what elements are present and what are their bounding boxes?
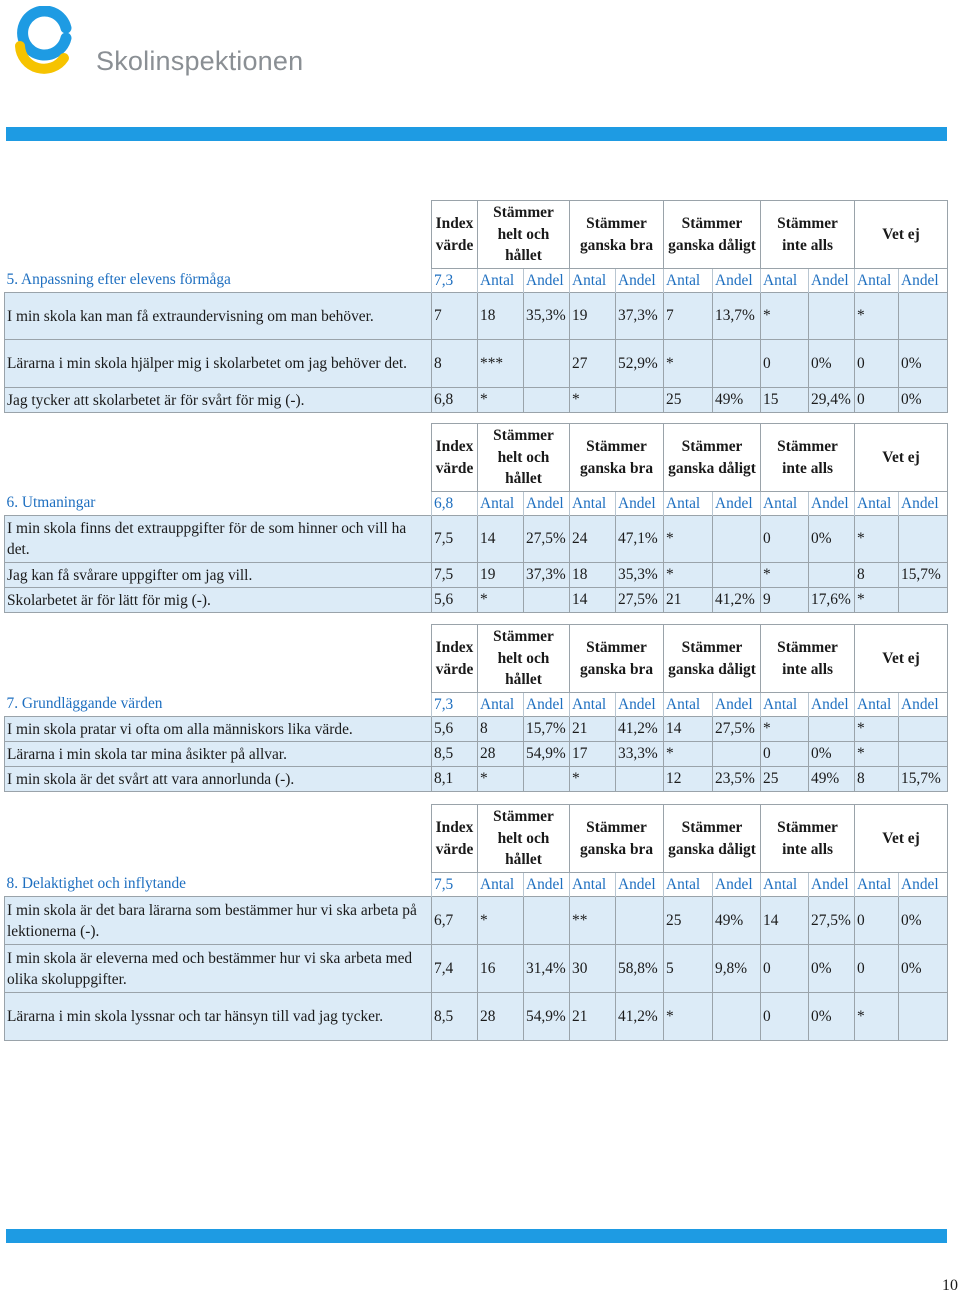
column-header-col2: Stämmer ganska bra	[570, 424, 664, 492]
row-cell: *	[761, 717, 809, 742]
row-cell: 33,3%	[616, 742, 664, 767]
row-cell: 15	[761, 388, 809, 413]
row-cell: 9	[761, 588, 809, 613]
row-cell: 27	[570, 340, 616, 388]
row-cell: 35,3%	[616, 563, 664, 588]
row-cell: 15,7%	[524, 717, 570, 742]
section-table	[4, 804, 948, 1041]
row-cell: 14	[761, 897, 809, 945]
subheader-andel: Andel	[899, 492, 948, 516]
column-header-col2: Stämmer ganska bra	[570, 805, 664, 873]
row-label: Jag kan få svårare uppgifter om jag vill.	[5, 563, 432, 588]
row-cell: 54,9%	[524, 993, 570, 1041]
row-cell: *	[855, 742, 899, 767]
row-cell: 9,8%	[713, 945, 761, 993]
row-index-value: 8,5	[432, 742, 478, 767]
table-row	[5, 717, 948, 742]
row-cell: 17,6%	[809, 588, 855, 613]
row-cell: 0	[761, 742, 809, 767]
skolinspektionen-logo	[14, 6, 314, 76]
column-header-col5: Vet ej	[855, 424, 948, 492]
row-label: Jag tycker att skolarbetet är för svårt för mig (-).	[5, 388, 432, 413]
row-cell: *	[478, 588, 524, 613]
subheader-andel: Andel	[616, 693, 664, 717]
section-table	[4, 423, 948, 613]
row-cell: 12	[664, 767, 713, 792]
row-label: I min skola är eleverna med och bestämmer hur vi ska arbeta med olika skoluppgifter.	[5, 945, 432, 993]
subheader-antal: Antal	[478, 492, 524, 516]
subheader-antal: Antal	[664, 269, 713, 293]
row-cell	[713, 993, 761, 1041]
subheader-andel: Andel	[713, 693, 761, 717]
table-row	[5, 516, 948, 563]
row-cell: 17	[570, 742, 616, 767]
row-cell: 13,7%	[713, 293, 761, 340]
row-cell	[809, 717, 855, 742]
subheader-antal: Antal	[570, 873, 616, 897]
row-label: I min skola är det bara lärarna som bestämmer hur vi ska arbeta på lektionerna (-).	[5, 897, 432, 945]
column-header-col5: Vet ej	[855, 805, 948, 873]
row-cell: 15,7%	[899, 767, 948, 792]
subheader-antal: Antal	[570, 693, 616, 717]
column-header-col1: Stämmer helt och hållet	[478, 424, 570, 492]
row-cell: 25	[761, 767, 809, 792]
row-cell: 24	[570, 516, 616, 563]
row-cell: *	[855, 588, 899, 613]
row-cell: 0	[855, 388, 899, 413]
row-index-value: 8,5	[432, 993, 478, 1041]
bottom-blue-bar	[6, 1229, 947, 1243]
row-cell: 16	[478, 945, 524, 993]
section-title: 5. Anpassning efter elevens förmåga	[6, 271, 231, 289]
column-header-col4: Stämmer inte alls	[761, 424, 855, 492]
row-cell: 8	[855, 767, 899, 792]
row-cell: 58,8%	[616, 945, 664, 993]
row-label: Lärarna i min skola tar mina åsikter på allvar.	[5, 742, 432, 767]
row-cell	[809, 563, 855, 588]
row-cell: *	[664, 563, 713, 588]
table-row	[5, 742, 948, 767]
section-index: 7,5	[432, 873, 478, 897]
column-header-col1: Stämmer helt och hållet	[478, 201, 570, 269]
row-cell: *	[478, 388, 524, 413]
row-cell: 0%	[899, 945, 948, 993]
section-index: 7,3	[432, 693, 478, 717]
row-cell: *	[664, 742, 713, 767]
row-cell: 52,9%	[616, 340, 664, 388]
row-cell: 27,5%	[809, 897, 855, 945]
column-header-index: Index värde	[432, 424, 478, 492]
row-cell: 0	[761, 516, 809, 563]
row-cell: 0	[855, 945, 899, 993]
row-label: Lärarna i min skola lyssnar och tar hänsyn till vad jag tycker.	[5, 993, 432, 1041]
row-cell	[524, 767, 570, 792]
row-cell: 14	[478, 516, 524, 563]
subheader-antal: Antal	[855, 873, 899, 897]
row-cell: 41,2%	[616, 717, 664, 742]
row-cell	[713, 563, 761, 588]
row-label: Lärarna i min skola hjälper mig i skolarbetet om jag behöver det.	[5, 340, 432, 388]
row-cell: 21	[664, 588, 713, 613]
row-cell: 21	[570, 993, 616, 1041]
subheader-andel: Andel	[616, 873, 664, 897]
row-cell: 35,3%	[524, 293, 570, 340]
row-cell: 8	[855, 563, 899, 588]
row-cell: 28	[478, 993, 524, 1041]
column-header-col2: Stämmer ganska bra	[570, 625, 664, 693]
row-cell: 0	[855, 340, 899, 388]
section-table	[4, 200, 948, 413]
row-cell: 0	[761, 945, 809, 993]
row-cell: 8	[478, 717, 524, 742]
row-index-value: 8,1	[432, 767, 478, 792]
row-cell	[524, 897, 570, 945]
row-cell: 41,2%	[713, 588, 761, 613]
row-index-value: 7	[432, 293, 478, 340]
row-cell	[713, 742, 761, 767]
row-cell	[713, 516, 761, 563]
row-label: I min skola är det svårt att vara annorlunda (-).	[5, 767, 432, 792]
row-cell: 21	[570, 717, 616, 742]
logo-mark-icon	[14, 6, 94, 76]
column-header-col1: Stämmer helt och hållet	[478, 625, 570, 693]
subheader-antal: Antal	[855, 693, 899, 717]
row-cell: 37,3%	[524, 563, 570, 588]
row-cell	[616, 767, 664, 792]
row-cell	[899, 717, 948, 742]
row-cell: *	[478, 767, 524, 792]
subheader-antal: Antal	[761, 873, 809, 897]
subheader-andel: Andel	[713, 873, 761, 897]
row-cell: 27,5%	[616, 588, 664, 613]
row-cell	[524, 588, 570, 613]
row-cell	[899, 588, 948, 613]
subheader-andel: Andel	[524, 693, 570, 717]
row-cell: 31,4%	[524, 945, 570, 993]
row-cell: 0%	[809, 742, 855, 767]
row-cell: 29,4%	[809, 388, 855, 413]
row-cell: 47,1%	[616, 516, 664, 563]
column-header-col3: Stämmer ganska dåligt	[664, 805, 761, 873]
row-cell: 18	[478, 293, 524, 340]
row-cell: *	[761, 563, 809, 588]
row-cell: *	[761, 293, 809, 340]
section-title: 6. Utmaningar	[6, 494, 96, 512]
row-cell: *	[855, 516, 899, 563]
column-header-col4: Stämmer inte alls	[761, 201, 855, 269]
row-cell: 37,3%	[616, 293, 664, 340]
table-row	[5, 563, 948, 588]
subheader-andel: Andel	[524, 873, 570, 897]
row-cell: *	[855, 293, 899, 340]
row-cell: 49%	[809, 767, 855, 792]
subheader-antal: Antal	[478, 269, 524, 293]
table-row	[5, 993, 948, 1041]
column-header-col1: Stämmer helt och hållet	[478, 805, 570, 873]
row-cell: 25	[664, 388, 713, 413]
row-index-value: 8	[432, 340, 478, 388]
row-label: I min skola pratar vi ofta om alla människors lika värde.	[5, 717, 432, 742]
row-cell: 18	[570, 563, 616, 588]
row-cell: *	[478, 897, 524, 945]
row-cell: 49%	[713, 388, 761, 413]
row-label: I min skola finns det extrauppgifter för de som hinner och vill ha det.	[5, 516, 432, 563]
row-cell: 0%	[809, 516, 855, 563]
row-cell: *	[664, 993, 713, 1041]
column-header-col2: Stämmer ganska bra	[570, 201, 664, 269]
row-cell: 0	[761, 340, 809, 388]
row-cell	[899, 993, 948, 1041]
subheader-andel: Andel	[899, 269, 948, 293]
section-title: 7. Grundläggande värden	[6, 695, 163, 713]
table-row	[5, 340, 948, 388]
row-cell: 5	[664, 945, 713, 993]
subheader-antal: Antal	[478, 693, 524, 717]
row-index-value: 5,6	[432, 717, 478, 742]
section-table	[4, 624, 948, 792]
row-index-value: 7,5	[432, 563, 478, 588]
subheader-andel: Andel	[524, 269, 570, 293]
subheader-andel: Andel	[713, 269, 761, 293]
row-cell: 0%	[899, 388, 948, 413]
subheader-andel: Andel	[809, 269, 855, 293]
subheader-antal: Antal	[570, 492, 616, 516]
row-cell: 14	[664, 717, 713, 742]
table-row	[5, 897, 948, 945]
subheader-antal: Antal	[855, 492, 899, 516]
row-cell: 0	[761, 993, 809, 1041]
row-cell: 27,5%	[713, 717, 761, 742]
row-cell: *	[570, 388, 616, 413]
row-cell: 28	[478, 742, 524, 767]
row-index-value: 6,8	[432, 388, 478, 413]
row-cell: 0%	[899, 340, 948, 388]
row-cell	[899, 516, 948, 563]
row-cell: 41,2%	[616, 993, 664, 1041]
row-index-value: 7,5	[432, 516, 478, 563]
column-header-index: Index värde	[432, 625, 478, 693]
column-header-col4: Stämmer inte alls	[761, 805, 855, 873]
row-index-value: 7,4	[432, 945, 478, 993]
row-cell: 30	[570, 945, 616, 993]
subheader-andel: Andel	[899, 693, 948, 717]
row-cell	[616, 388, 664, 413]
subheader-antal: Antal	[664, 873, 713, 897]
row-cell: *	[570, 767, 616, 792]
subheader-andel: Andel	[616, 269, 664, 293]
column-header-col3: Stämmer ganska dåligt	[664, 625, 761, 693]
column-header-col5: Vet ej	[855, 201, 948, 269]
row-cell: *	[664, 516, 713, 563]
row-cell: 27,5%	[524, 516, 570, 563]
row-cell	[616, 897, 664, 945]
row-cell: *	[855, 717, 899, 742]
row-index-value: 6,7	[432, 897, 478, 945]
column-header-col5: Vet ej	[855, 625, 948, 693]
table-row	[5, 767, 948, 792]
row-cell: 49%	[713, 897, 761, 945]
row-label: I min skola kan man få extraundervisning om man behöver.	[5, 293, 432, 340]
subheader-antal: Antal	[761, 693, 809, 717]
subheader-andel: Andel	[809, 873, 855, 897]
row-cell: *	[664, 340, 713, 388]
row-cell: **	[570, 897, 616, 945]
row-cell: 14	[570, 588, 616, 613]
subheader-andel: Andel	[899, 873, 948, 897]
row-cell	[524, 388, 570, 413]
row-cell	[713, 340, 761, 388]
subheader-andel: Andel	[809, 693, 855, 717]
subheader-antal: Antal	[761, 492, 809, 516]
column-header-col4: Stämmer inte alls	[761, 625, 855, 693]
subheader-andel: Andel	[524, 492, 570, 516]
row-cell: 54,9%	[524, 742, 570, 767]
row-cell: 0%	[809, 993, 855, 1041]
row-cell: 0	[855, 897, 899, 945]
row-cell	[899, 293, 948, 340]
section-index: 6,8	[432, 492, 478, 516]
column-header-index: Index värde	[432, 201, 478, 269]
row-cell: 15,7%	[899, 563, 948, 588]
row-cell: 0%	[809, 945, 855, 993]
subheader-antal: Antal	[478, 873, 524, 897]
table-row	[5, 388, 948, 413]
subheader-antal: Antal	[664, 492, 713, 516]
row-cell: 19	[478, 563, 524, 588]
row-cell: 0%	[809, 340, 855, 388]
subheader-andel: Andel	[616, 492, 664, 516]
row-cell	[899, 742, 948, 767]
column-header-index: Index värde	[432, 805, 478, 873]
row-cell	[809, 293, 855, 340]
row-cell: 0%	[899, 897, 948, 945]
row-cell: 19	[570, 293, 616, 340]
column-header-col3: Stämmer ganska dåligt	[664, 424, 761, 492]
row-cell: ***	[478, 340, 524, 388]
row-cell: *	[855, 993, 899, 1041]
subheader-andel: Andel	[713, 492, 761, 516]
table-row	[5, 293, 948, 340]
subheader-andel: Andel	[809, 492, 855, 516]
table-row	[5, 945, 948, 993]
row-label: Skolarbetet är för lätt för mig (-).	[5, 588, 432, 613]
row-cell	[524, 340, 570, 388]
row-cell: 7	[664, 293, 713, 340]
logo-wordmark: Skolinspektionen	[96, 46, 304, 76]
page-number: 10	[942, 1277, 958, 1294]
section-title: 8. Delaktighet och inflytande	[6, 875, 187, 893]
subheader-antal: Antal	[761, 269, 809, 293]
row-index-value: 5,6	[432, 588, 478, 613]
top-blue-bar	[6, 127, 947, 141]
column-header-col3: Stämmer ganska dåligt	[664, 201, 761, 269]
subheader-antal: Antal	[570, 269, 616, 293]
table-row	[5, 588, 948, 613]
section-index: 7,3	[432, 269, 478, 293]
row-cell: 23,5%	[713, 767, 761, 792]
subheader-antal: Antal	[855, 269, 899, 293]
subheader-antal: Antal	[664, 693, 713, 717]
row-cell: 25	[664, 897, 713, 945]
